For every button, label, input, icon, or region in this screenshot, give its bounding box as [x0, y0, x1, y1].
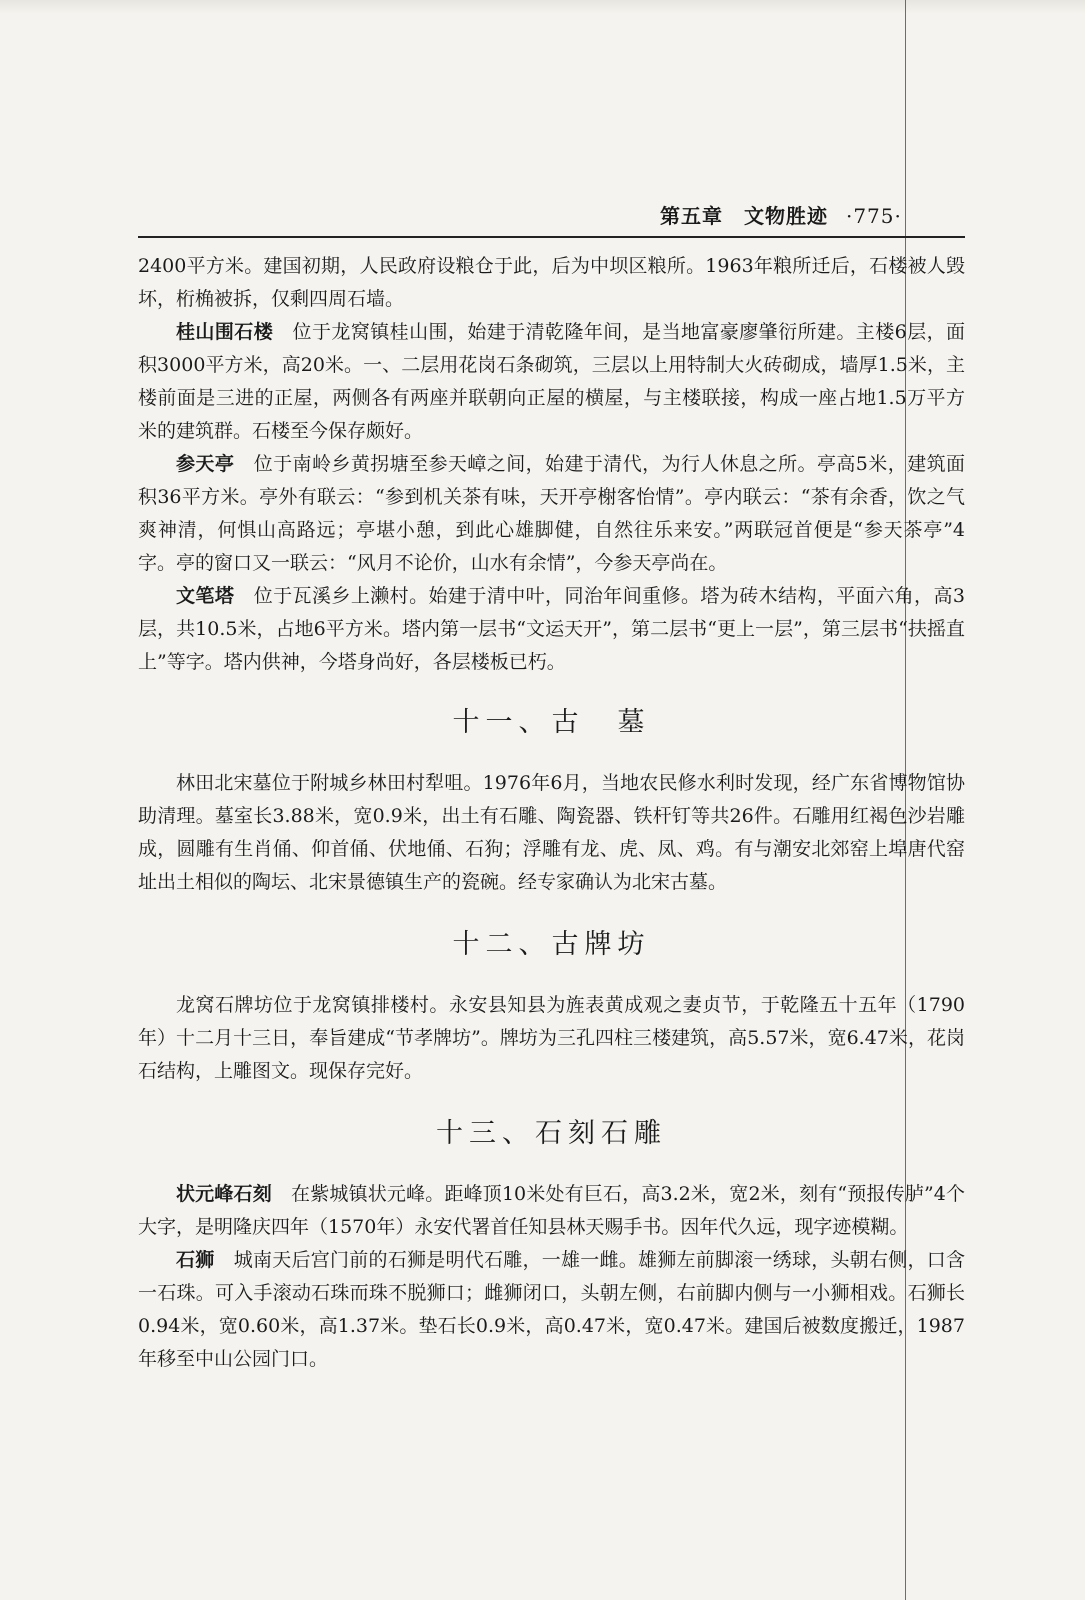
section-heading-carvings: 十三、石刻石雕: [436, 1118, 667, 1149]
entry-title: 石狮: [176, 1249, 215, 1271]
entry-text: 位于南岭乡黄拐塘至参天嶂之间，始建于清代，为行人休息之所。亭高5米，建筑面积36平方米。亭外有联云：“参到机关茶有味，天开亭榭客怡情”。亭内联云：“茶有余香，饮之气爽神清，何惧山高路远；亭堪小憩，到此心雄脚健，自然往乐来安。”两联冠首便是“参天茶亭”4字。亭的窗口又一联云：“风月不论价，山水有余情”，今参天亭尚在。: [138, 453, 965, 574]
entry-text: 在紫城镇状元峰。距峰顶10米处有巨石，高3.2米，宽2米，刻有“预报传胪”4个大字，是明隆庆四年（1570年）永安代署首任知县林天赐手书。因年代久远，现字迹模糊。: [138, 1183, 965, 1238]
entry-title: 状元峰石刻: [176, 1183, 272, 1205]
paragraph-archway: 龙窝石牌坊位于龙窝镇排楼村。永安县知县为旌表黄成观之妻贞节，于乾隆五十五年（1790年）十二月十三日，奉旨建成“节孝牌坊”。牌坊为三孔四柱三楼建筑，高5.57米，宽6.47米，花岗石结构，上雕图文。现保存完好。: [138, 994, 965, 1082]
entry-text: 位于龙窝镇桂山围，始建于清乾隆年间，是当地富豪廖肇衍所建。主楼6层，面积3000平方米，高20米。一、二层用花岗石条砌筑，三层以上用特制大火砖砌成，墙厚1.5米，主楼前面是三进的正屋，两侧各有两座并联朝向正屋的横屋，与主楼联接，构成一座占地1.5万平方米的建筑群。石楼至今保存颇好。: [138, 321, 965, 442]
chapter-title: 第五章 文物胜迹: [660, 204, 828, 228]
entry-text: 位于瓦溪乡上濑村。始建于清中叶，同治年间重修。塔为砖木结构，平面六角，高3层，共10.5米，占地6平方米。塔内第一层书“文运天开”，第二层书“更上一层”，第三层书“扶摇直上”等字。塔内供神，今塔身尚好，各层楼板已朽。: [138, 585, 965, 673]
paragraph-wenbita: [138, 580, 965, 679]
header-rule: [138, 236, 965, 238]
entry-text: 城南天后宫门前的石狮是明代石雕，一雄一雌。雄狮左前脚滚一绣球，头朝右侧，口含一石珠。可入手滚动石珠而珠不脱狮口；雌狮闭口，头朝左侧，右前脚内侧与一小狮相戏。石狮长0.94米，宽0.60米，高1.37米。垫石长0.9米，高0.47米，宽0.47米。建国后被数度搬迁，1987年移至中山公园门口。: [138, 1249, 965, 1370]
paragraph-tomb: 林田北宋墓位于附城乡林田村犁咀。1976年6月，当地农民修水利时发现，经广东省博物馆协助清理。墓室长3.88米，宽0.9米，出土有石雕、陶瓷器、铁杆钉等共26件。石雕用红褐色沙岩雕成，圆雕有生肖俑、仰首俑、伏地俑、石狗；浮雕有龙、虎、凤、鸡。有与潮安北郊窑上埠唐代窑址出土相似的陶坛、北宋景德镇生产的瓷碗。经专家确认为北宋古墓。: [138, 772, 965, 893]
section-heading-tombs: 十一、古 墓: [452, 707, 651, 738]
running-header: [660, 200, 960, 229]
entry-title: 参天亭: [176, 453, 235, 475]
paragraph-cantianting: [138, 448, 965, 580]
paragraph-guishanwei: [138, 316, 965, 448]
paragraph-zhuangyuanfeng: [138, 1178, 965, 1244]
page-body: [138, 250, 965, 1376]
paragraph-continued: 2400平方米。建国初期，人民政府设粮仓于此，后为中坝区粮所。1963年粮所迁后，石楼被人毁坏，桁桷被拆，仅剩四周石墙。: [138, 255, 965, 310]
scan-shadow: [0, 0, 1085, 14]
entry-title: 文笔塔: [176, 585, 235, 607]
page-number: ·775·: [845, 204, 902, 228]
paragraph-stone-lions: [138, 1244, 965, 1376]
entry-title: 桂山围石楼: [176, 321, 274, 343]
section-heading-archway: 十二、古牌坊: [452, 929, 651, 960]
